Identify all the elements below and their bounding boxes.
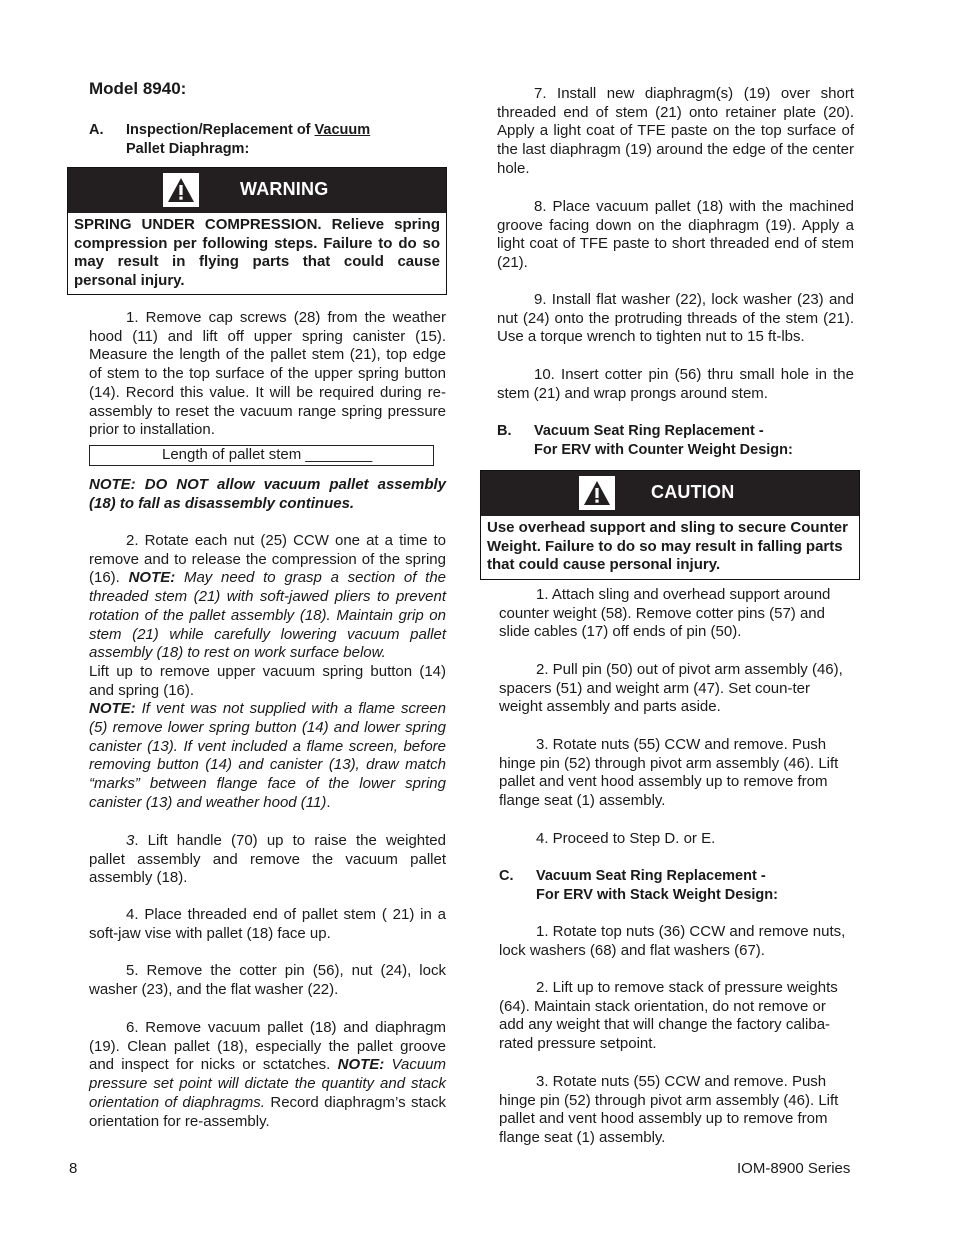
step-3: 3. Lift handle (70) up to raise the weighted pallet assembly and remove the vacuum pallet assembly (18). xyxy=(89,832,446,887)
warning-label: WARNING xyxy=(240,179,329,199)
caution-header xyxy=(481,471,859,516)
step-6-note-label: NOTE: xyxy=(337,1056,385,1074)
section-c-line2: For ERV with Stack Weight Design: xyxy=(536,887,778,903)
section-c-letter: C. xyxy=(499,868,514,884)
caution-text: Use overhead support and sling to secure Counter Weight. Failure to do so may result in falling parts that could cause personal injury. xyxy=(487,519,848,574)
step-2-note-label: NOTE: xyxy=(128,569,176,587)
caution-triangle-icon xyxy=(579,476,615,510)
warning-text: SPRING UNDER COMPRESSION. Relieve spring compression per following steps. Failure to do so may result in flying parts that could cause personal injury. xyxy=(74,216,440,290)
b-step-4: 4. Proceed to Step D. or E. xyxy=(536,830,716,847)
caution-box xyxy=(480,470,860,580)
step-7: 7. Install new diaphragm(s) (19) over short threaded end of stem (21) onto retainer plate (20). Apply a light coat of TFE paste on the top surface of the last diaphragm (19) around the edge of the center hole. xyxy=(497,85,854,177)
c-step-1: 1. Rotate top nuts (36) CCW and remove nuts, lock washers (68) and flat washers (67). xyxy=(499,923,846,959)
section-c-line1: Vacuum Seat Ring Replacement - xyxy=(536,868,766,884)
c-step-3: 3. Rotate nuts (55) CCW and remove. Push hinge pin (52) through pivot arm assembly (46). Lift pallet and vent hood assembly up to remove from flange seat (1) assembly. xyxy=(499,1073,839,1147)
section-c-heading xyxy=(499,867,854,907)
document-series: IOM-8900 Series xyxy=(737,1160,851,1177)
model-title: Model 8940: xyxy=(89,79,187,98)
section-b-letter: B. xyxy=(497,423,512,439)
step-6: 6. Remove vacuum pallet (18) and diaphragm (19). Clean pallet (18), especially the pallet groove and inspect for nicks or sctatches. NOTE: Vacuum pressure set point will dictate the quantity and stack orientation of diaphragms. Record diaphragm’s stack orientation for re-assembly. xyxy=(89,1019,447,1130)
b-step-3: 3. Rotate nuts (55) CCW and remove. Push hinge pin (52) through pivot arm assembly (46). Lift pallet and vent hood assembly up to remove from flange seat (1) assembly. xyxy=(499,736,839,810)
page-number: 8 xyxy=(69,1160,78,1177)
step-5: 5. Remove the cotter pin (56), nut (24), lock washer (23), and the flat washer (22). xyxy=(89,962,446,998)
step-1: 1. Remove cap screws (28) from the weather hood (11) and lift off upper spring canister (15). Measure the length of the pallet stem (21), top edge of stem to the top surface of the upper spring button (14). Record this value. It will be required during re-assembly to reset the vacuum range spring pressure prior to installation. xyxy=(89,309,446,439)
step-2: 2. Rotate each nut (25) CCW one at a time to remove and to release the compression of the spring (16). NOTE: May need to grasp a section of the threaded stem (21) with soft-jawed pliers to prevent rotation of the pallet assembly (18). Maintain grip on stem (21) while carefully lowering vacuum pallet assembly (18) to rest on work surface below. Lift up to remove upper vacuum spring button (14) and spring (16). NOTE: If vent was not supplied with a flame screen (5) remove lower spring button (14) and lower spring canister (13). If vent included a flame screen, before removing button (14) and canister (13), draw match “marks” between flange face of the lower spring canister (13) and weather hood (11). xyxy=(89,532,447,811)
step-10: 10. Insert cotter pin (56) thru small hole in the stem (21) and wrap prongs around stem. xyxy=(497,366,854,402)
caution-label: CAUTION xyxy=(651,482,735,502)
b-step-1: 1. Attach sling and overhead support around counter weight (58). Remove cotter pins (57) and slide cables (17) off ends of pin (50). xyxy=(499,586,831,641)
stem-length-box xyxy=(89,445,434,466)
step-2-lift: Lift up to remove upper vacuum spring button (14) and spring (16). xyxy=(89,662,446,699)
warning-box xyxy=(67,167,447,295)
section-a-letter: A. xyxy=(89,122,104,138)
step-9: 9. Install flat washer (22), lock washer (23) and nut (24) onto the protruding threads of the stem (21). Use a torque wrench to tighten nut to 15 ft-lbs. xyxy=(497,291,854,346)
section-a-line2: Pallet Diaphragm: xyxy=(126,141,250,157)
warning-triangle-icon xyxy=(163,173,199,207)
section-a-underlined: Vacuum xyxy=(314,122,371,138)
note-disassembly: NOTE: DO NOT allow vacuum pallet assembly (18) to fall as disassembly continues. xyxy=(89,476,446,512)
stem-length-label: Length of pallet stem ________ xyxy=(162,446,373,463)
b-step-2: 2. Pull pin (50) out of pivot arm assembly (46), spacers (51) and weight arm (47). Set coun-ter weight assembly and parts aside. xyxy=(499,661,843,716)
warning-header xyxy=(68,168,446,213)
c-step-2: 2. Lift up to remove stack of pressure weights (64). Maintain stack orientation, do not remove or add any weight that will change the factory caliba-rated pressure setpoint. xyxy=(499,979,838,1053)
section-b-heading xyxy=(497,422,854,462)
step-8: 8. Place vacuum pallet (18) with the machined groove facing down on the diaphragm (19). Apply a light coat of TFE paste to short threaded end of stem (21). xyxy=(497,198,854,272)
step-2-note2-label: NOTE: xyxy=(89,700,136,718)
section-a-line1: Inspection/Replacement of Vacuum xyxy=(126,122,371,138)
section-b-line2: For ERV with Counter Weight Design: xyxy=(534,442,793,458)
section-b-line1: Vacuum Seat Ring Replacement - xyxy=(534,423,764,439)
step-4: 4. Place threaded end of pallet stem ( 21) in a soft-jaw vise with pallet (18) face up. xyxy=(89,906,446,942)
section-a-heading xyxy=(89,121,446,161)
